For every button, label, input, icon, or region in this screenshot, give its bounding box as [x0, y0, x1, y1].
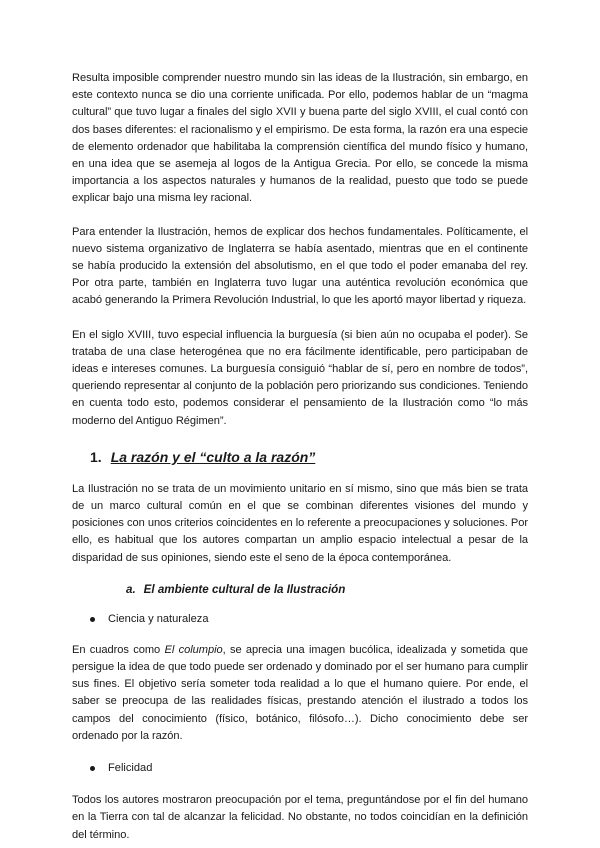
- happiness-paragraph: Todos los autores mostraron preocupación por el tema, preguntándose por el fin del humano en la Tierra con tal de alcanzar la felicidad. No obstante, no todos coincidían en la definición del término.: [72, 794, 528, 841]
- section-paragraph: La Ilustración no se trata de un movimiento unitario en sí mismo, sino que más bien se trata de un marco cultural común en el que se combinan diferentes visiones del mundo y posiciones con unos criterios coincidentes en lo referente a preocupaciones y soluciones. Por ello, es habitual que los autores compartan un amplio espacio intelectual a pesar de la disparidad de sus opiniones, siendo este el seno de la época contemporánea.: [72, 482, 528, 564]
- list-item-label: Felicidad: [108, 762, 153, 775]
- list-item: [90, 760, 528, 777]
- context-paragraph: Para entender la Ilustración, hemos de explicar dos hechos fundamentales. Políticamente, el nuevo sistema organizativo de Inglaterra se había asentado, mientras que en el continente se había producido la extensión del absolutismo, en el que todo el poder emanaba del rey. Por otra parte, también en Inglaterra tuvo lugar una auténtica revolución económica que acabó generando la Primera Revolución Industrial, lo que les aportó mayor libertad y riqueza.: [72, 225, 528, 307]
- science-paragraph: [72, 642, 528, 745]
- artwork-title: El columpio: [164, 643, 223, 656]
- list-item: [90, 611, 528, 628]
- section-number: 1.: [90, 448, 102, 465]
- section-title: La razón y el “culto a la razón”: [110, 448, 316, 465]
- section-heading-1: [90, 447, 528, 467]
- subsection-heading-a: [126, 581, 528, 599]
- text-run: En cuadros como: [72, 643, 165, 656]
- bullet-icon: [90, 617, 95, 622]
- bourgeoisie-paragraph: En el siglo XVIII, tuvo especial influencia la burguesía (si bien aún no ocupaba el poder). Se trataba de una clase heterogénea que no era fácilmente identificable, pero participaban de ideas e intereses comunes. La burguesía consiguió “hablar de sí, pero en nombre de todos”, queriendo representar al conjunto de la población pero priorizando sus condiciones. Teniendo en cuenta todo esto, podemos considerar el pensamiento de la Ilustración como “lo más moderno del Antiguo Régimen”.: [72, 328, 528, 427]
- subsection-number: a.: [126, 582, 136, 596]
- text-run: , se aprecia una imagen bucólica, idealizada y sometida que persigue la idea de que todo puede ser ordenado y dominado por el ser humano para cumplir sus fines. El objetivo sería someter toda realidad a lo que el humano quiere. Por ende, el saber se preocupa de las realidades físicas, prestando atención el ilustrado a todos los campos del conocimiento (físico, botánico, filósofo…). Dicho conocimiento debe ser ordenado por la razón.: [72, 643, 528, 742]
- intro-paragraph: Resulta imposible comprender nuestro mundo sin las ideas de la Ilustración, sin embargo, en este contexto nunca se dio una corriente unificada. Por ello, podemos hablar de un “magma cultural” que tuvo lugar a finales del siglo XVII y buena parte del siglo XVIII, el cual contó con dos bases diferentes: el racionalismo y el empirismo. De esta forma, la razón era una especie de elemento ordenador que habilitaba la comprensión científica del mundo físico y humano, en una idea que se asemeja al logos de la Antigua Grecia. Por ello, se concede la misma importancia a los aspectos naturales y humanos de la realidad, puesto que todo se puede explicar bajo una misma ley racional.: [72, 72, 528, 205]
- list-item-label: Ciencia y naturaleza: [108, 612, 209, 625]
- subsection-title: El ambiente cultural de la Ilustración: [143, 582, 346, 596]
- bullet-icon: [90, 766, 95, 771]
